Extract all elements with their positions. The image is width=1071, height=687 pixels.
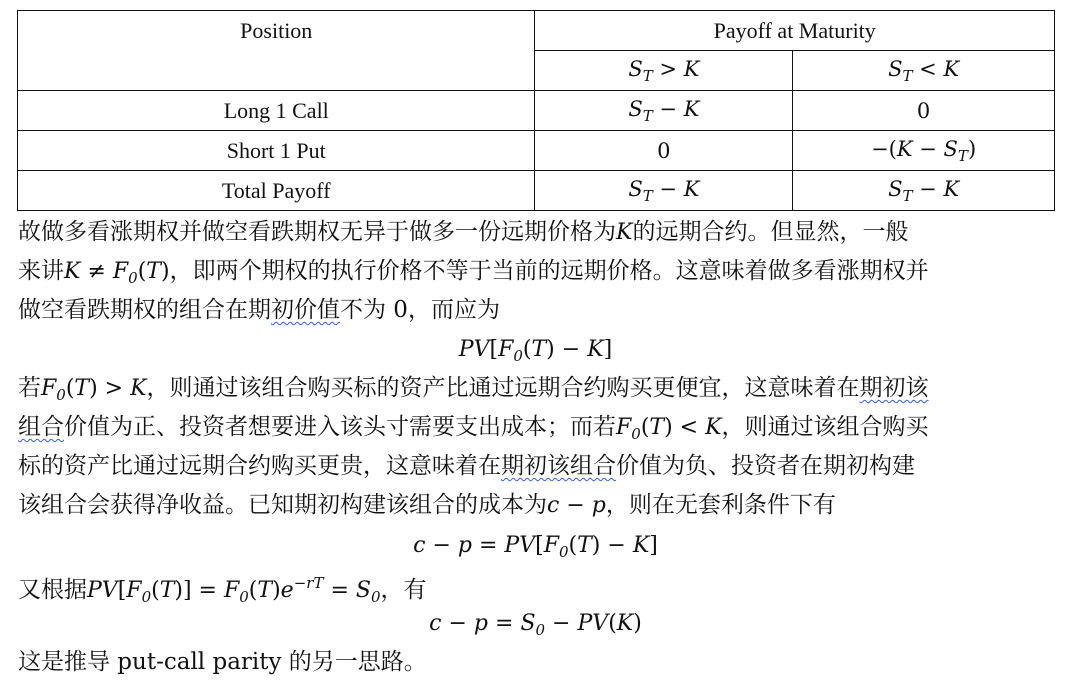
row-position: Short 1 Put: [18, 131, 535, 171]
header-position: Position: [18, 11, 535, 91]
condition-greater: $S_T > K$: [535, 51, 793, 91]
header-payoff: Payoff at Maturity: [535, 11, 1055, 51]
paragraph-line: 故做多看涨期权并做空看跌期权无异于做多一份远期价格为K的远期合约。但显然，一般: [18, 219, 909, 245]
equation-1: $PV[F_0(T) - K]$: [458, 337, 613, 365]
text-span: ，则通过该组合购买标的资产比通过远期合约购买更便宜，这意味着在: [146, 375, 860, 401]
table-row: [18, 91, 1055, 131]
text-span: ，有: [380, 577, 427, 603]
text-span: 这是推导 put-call parity 的另一思路。: [18, 649, 427, 675]
table-row: [18, 171, 1055, 211]
paragraph-line: 若$F_0(T) > K$，则通过该组合购买标的资产比通过远期合约购买更便宜，这意味着在期初该: [18, 375, 929, 404]
text-span: 做空看跌期权的组合在期: [18, 297, 271, 323]
paragraph-line: [18, 291, 1058, 330]
payoff-table: [17, 10, 1055, 211]
table-header-row: [18, 11, 1055, 51]
text-span: 来讲: [18, 258, 64, 284]
paragraph-line: [18, 447, 1058, 486]
table-row: [18, 131, 1055, 171]
row-payoff-greater: $S_T - K$: [535, 91, 793, 131]
equation-2: $c - p = PV[F_0(T) - K]$: [413, 533, 658, 561]
row-position: Total Payoff: [18, 171, 535, 211]
paragraph-line: 该组合会获得净收益。已知期初构建该组合的成本为c − p，则在无套利条件下有: [18, 492, 836, 518]
row-payoff-less: $S_T - K$: [793, 171, 1055, 211]
row-payoff-less: 0: [793, 91, 1055, 131]
paragraph-line: 又根据$PV[F_0(T)] = F_0(T)e^{-rT} = S_0$，有: [18, 574, 427, 606]
paragraph-line: 组合价值为正、投资者想要进入该头寸需要支出成本；而若$F_0(T) < K$，则通过该组合购买: [18, 414, 929, 443]
spellcheck-underline: 期初该组合: [501, 453, 616, 479]
row-payoff-less: $-(K - S_T)$: [793, 131, 1055, 171]
condition-less: $S_T < K$: [793, 51, 1055, 91]
text-span: 价值为正、投资者想要进入该头寸需要支出成本；而若: [64, 414, 616, 440]
spellcheck-underline: 初价值: [271, 297, 340, 323]
text-span: 价值为负、投资者在期初构建: [616, 453, 915, 479]
text-span: ，则在无套利条件下有: [605, 492, 836, 518]
text-span: 标的资产比通过远期合约购买更贵，这意味着在: [18, 453, 501, 479]
row-payoff-greater: $S_T - K$: [535, 171, 793, 211]
paragraph-line: [18, 643, 1058, 682]
paragraph-line: 来讲$K \ne F_0(T)$，即两个期权的执行价格不等于当前的远期价格。这意味着做多看涨期权并: [18, 258, 929, 287]
text-span: 的远期合约。但显然，一般: [632, 219, 909, 245]
row-payoff-greater: 0: [535, 131, 793, 171]
equation-4: $c - p = S_0 - PV(K)$: [429, 611, 642, 639]
text-span: 故做多看涨期权并做空看跌期权无异于做多一份远期价格为: [18, 219, 616, 245]
text-span: 又根据: [18, 577, 87, 603]
text-span: ，则通过该组合购买: [721, 414, 929, 440]
spellcheck-underline: 期初该: [859, 375, 929, 401]
text-span: ，即两个期权的执行价格不等于当前的远期价格。这意味着做多看涨期权并: [169, 258, 929, 284]
text-span: 若: [18, 375, 41, 401]
text-span: 该组合会获得净收益。已知期初构建该组合的成本为: [18, 492, 547, 518]
row-position: Long 1 Call: [18, 91, 535, 131]
text-span: 不为 0，而应为: [340, 297, 500, 323]
spellcheck-underline: 组合: [18, 414, 64, 440]
